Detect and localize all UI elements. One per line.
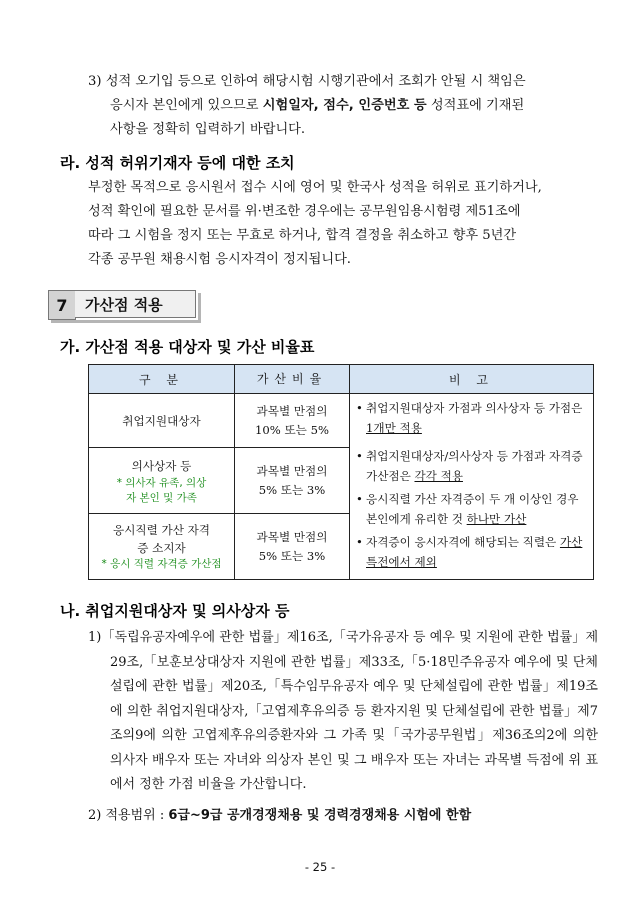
na-items: [88, 626, 598, 828]
heading-na: 나. 취업지원대상자 및 의사상자 등: [60, 602, 290, 620]
section-7-box: [48, 290, 198, 320]
remark-item: [356, 489, 587, 529]
ra-line-3: 따라 그 시험을 정지 또는 무효로 하거나, 합격 결정을 취소하고 향후 5년간: [88, 228, 517, 243]
na-item-2: [88, 804, 598, 829]
ra-paragraph: [88, 176, 596, 272]
row-3-label: 응시직렬 가산 자격증 소지자: [113, 523, 210, 555]
bullet-icon: •: [356, 492, 363, 506]
remark-4-text: 자격증이 응시자격에 해당되는 직렬은: [366, 535, 560, 549]
row-2-ratio-line-1: 과목별 만점의: [256, 463, 328, 478]
row-2-label-cell: [89, 448, 235, 514]
bullet-icon: •: [356, 401, 363, 415]
row-2-label: 의사상자 등: [131, 458, 192, 473]
remark-item: [356, 532, 587, 572]
heading-ga: 가. 가산점 적용 대상자 및 가산 비율표: [60, 338, 315, 356]
item-3-line-2: [88, 94, 596, 118]
row-2-ratio: [235, 448, 350, 514]
ra-line-2: 성적 확인에 필요한 문서를 위·변조한 경우에는 공무원임용시험령 제51조에: [88, 204, 521, 219]
row-2-ratio-line-2: 5% 또는 3%: [258, 482, 326, 497]
row-1-ratio-line-1: 과목별 만점의: [256, 403, 328, 418]
section-7-number: 7: [48, 290, 76, 320]
bonus-table: [88, 364, 594, 580]
remark-4-underlined: 가산 특전에서 제외: [366, 535, 583, 569]
row-3-label-cell: [89, 514, 235, 580]
item-3-line-2-post: 성적표에 기재된: [426, 98, 525, 113]
item-3-paragraph: [88, 70, 596, 142]
row-3-ratio-line-1: 과목별 만점의: [256, 529, 328, 544]
heading-ra: 라. 성적 허위기재자 등에 대한 조치: [60, 154, 295, 172]
section-7-title: 가산점 적용: [75, 290, 196, 318]
item-3-bold-text: 시험일자, 점수, 인증번호 등: [262, 98, 427, 113]
bullet-icon: •: [356, 535, 363, 549]
remarks-cell: [350, 394, 594, 580]
header-category: 구 분: [89, 365, 235, 394]
ra-line-4: 각종 공무원 채용시험 응시자격이 정지됩니다.: [88, 252, 352, 267]
bullet-icon: •: [356, 449, 363, 463]
remark-3-underlined: 하나만 가산: [466, 512, 527, 526]
table-header-row: [89, 365, 594, 394]
header-remarks: 비 고: [350, 365, 594, 394]
na-item-2-label: 2) 적용범위 :: [88, 807, 169, 823]
page-number: - 25 -: [304, 860, 336, 874]
remark-2-text: 취업지원대상자/의사상자 등 가점과 자격증 가산점은: [366, 449, 583, 483]
item-3-line-2-pre: 응시자 본인에게 있으므로: [110, 98, 263, 113]
row-3-note: * 응시 직렬 자격증 가산점: [101, 558, 222, 570]
remark-2-underlined: 각각 적용: [414, 469, 463, 483]
row-2-note: * 의사자 유족, 의상자 본인 및 가족: [116, 476, 207, 504]
remark-3-text: 응시직렬 가산 자격증이 두 개 이상인 경우 본인에게 유리한 것: [366, 492, 579, 526]
remark-1-text: 취업지원대상자 가점과 의사상자 등 가점은: [366, 401, 583, 415]
row-1-ratio-line-2: 10% 또는 5%: [255, 422, 329, 437]
ra-line-1: 부정한 목적으로 응시원서 접수 시에 영어 및 한국사 성적을 허위로 표기하거나,: [88, 180, 542, 195]
item-3-line-1: 3) 성적 오기입 등으로 인하여 해당시험 시행기관에서 조회가 안될 시 책임은: [88, 74, 526, 89]
row-3-ratio-line-2: 5% 또는 3%: [258, 548, 326, 563]
remark-1-underlined: 1개만 적용: [366, 421, 422, 435]
row-1-label: 취업지원대상자: [89, 394, 235, 448]
header-ratio: 가산비율: [235, 365, 350, 394]
na-item-2-bold: 6급~9급 공개경쟁채용 및 경력경쟁채용 시험에 한함: [168, 807, 472, 823]
remark-item: [356, 446, 587, 486]
na-item-1: 1)「독립유공자예우에 관한 법률」제16조,「국가유공자 등 예우 및 지원에 관한 법률」제29조,「보훈보상대상자 지원에 관한 법률」제33조,「5·18민주유공자 예우에 및 단체설립에 관한 법률」제20조,「특수임무유공자 예우 및 단체설립에 관한 법률」제19조에 의한 취업지원대상자,「고엽제후유의증 등 환자지원 및 단체설립에 관한 법률」제7조의9에 의한 고엽제후유의증환자와 그 가족 및「국가공무원법」제36조의2에 의한 의사자 배우자 또는 자녀와 의상자 본인 및 그 배우자 또는 자녀는 과목별 득점에 위 표에서 정한 가점 비율을 가산합니다.: [88, 630, 598, 792]
row-3-ratio: [235, 514, 350, 580]
remark-item: [356, 398, 587, 438]
table-row: [89, 394, 594, 448]
item-3-line-3: 사항을 정확히 입력하기 바랍니다.: [110, 122, 306, 137]
row-1-ratio: [235, 394, 350, 448]
